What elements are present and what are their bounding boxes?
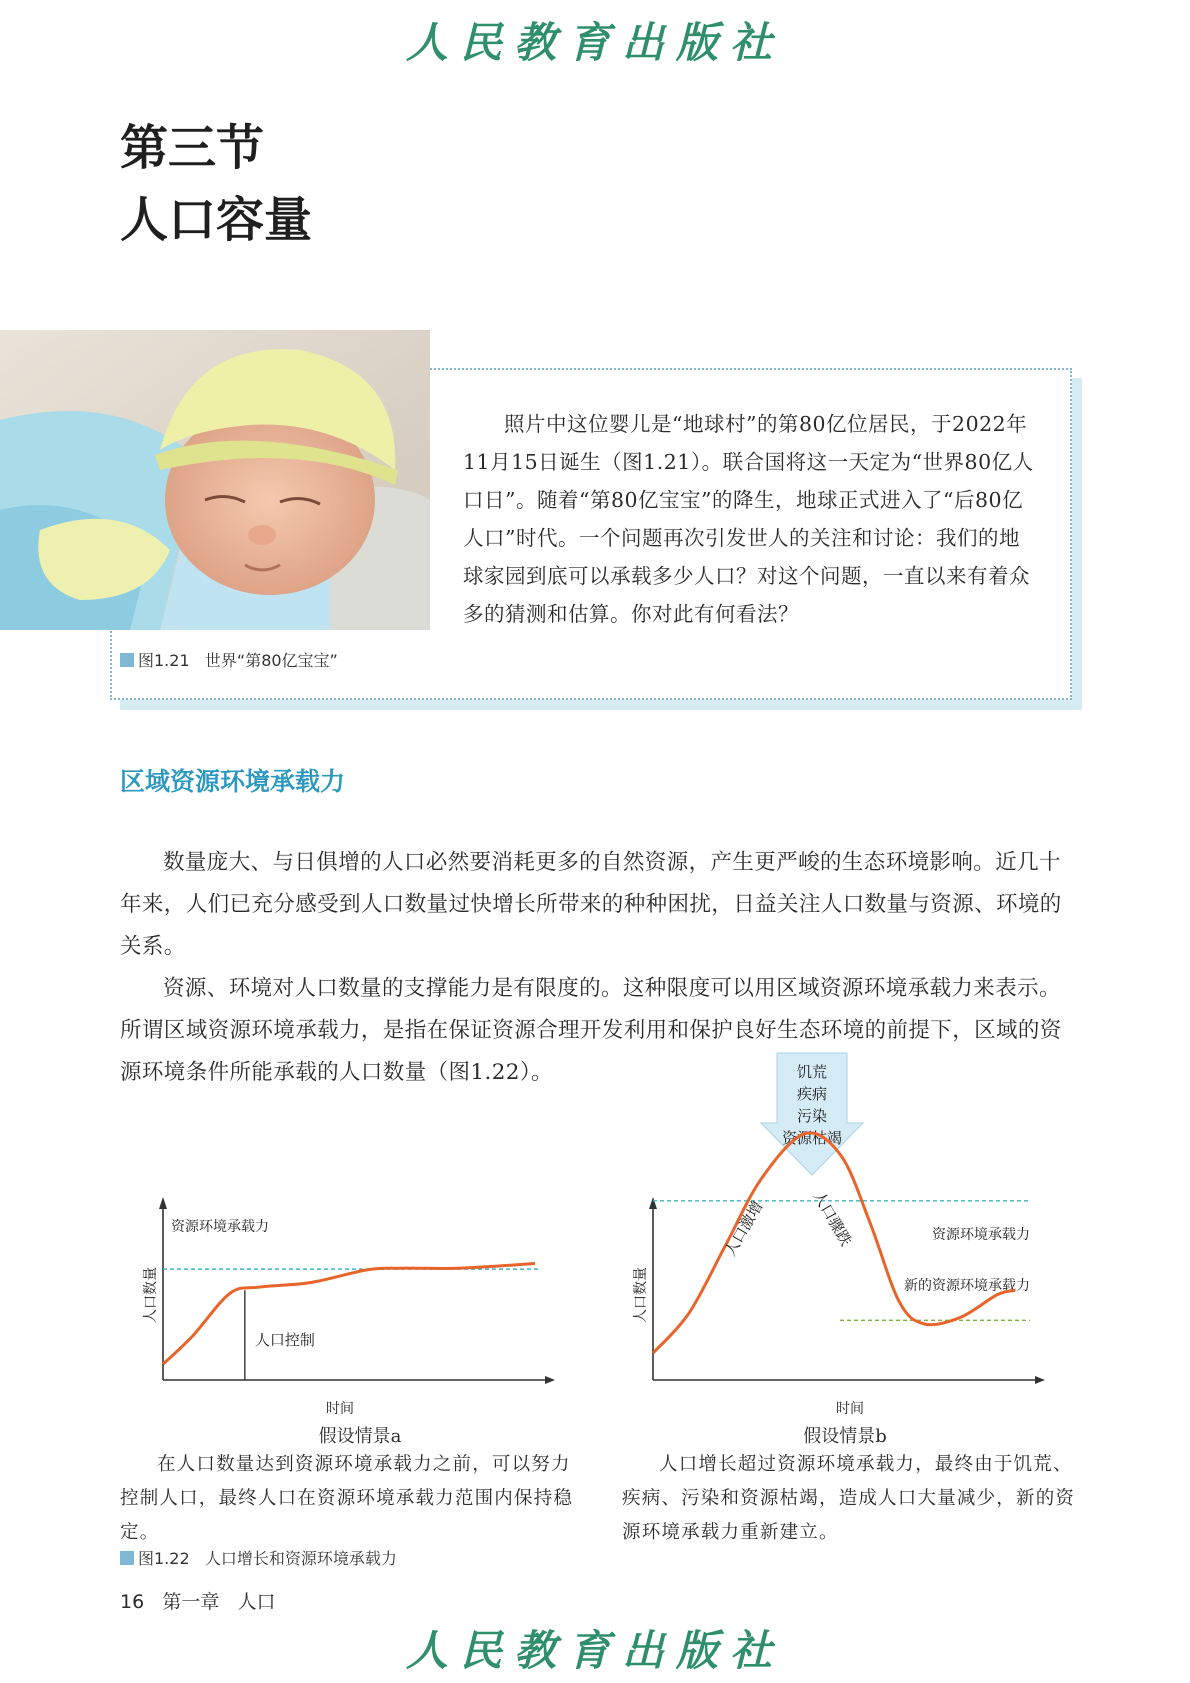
- chart-a-control-label: 人口控制: [254, 1331, 315, 1350]
- chart-b-caption: 假设情景b: [803, 1426, 887, 1447]
- chart-b-y-label: 人口数量: [633, 1267, 649, 1323]
- callout-disease: 疾病: [796, 1085, 828, 1103]
- page-number: 16: [120, 1591, 145, 1613]
- chapter-label: 第一章: [162, 1591, 220, 1613]
- chart-a-x-arrow: [545, 1376, 555, 1384]
- chart-a: [125, 1185, 565, 1420]
- section-number: 第三节: [120, 120, 265, 176]
- intro-text: 照片中这位婴儿是“地球村”的第80亿位居民，于2022年11月15日诞生（图1.21）。联合国将这一天定为“世界80亿人口日”。随着“第80亿宝宝”的降生，地球正式进入了“后80亿人口”时代。一个问题再次引发世人的关注和讨论：我们的地球家园到底可以承载多少人口？对这个问题，一直以来有着众多的猜测和估算。你对此有何看法？: [463, 412, 1034, 626]
- chart-a-description: 在人口数量达到资源环境承载力之前，可以努力控制人口，最终人口在资源环境承载力范围内保持稳定。: [120, 1454, 574, 1543]
- chart-b-new-capacity-label: 新的资源环境承载力: [904, 1278, 1030, 1294]
- callout-pollution: 污染: [796, 1107, 828, 1125]
- caption-marker: [120, 1551, 134, 1565]
- chapter-title: 人口: [237, 1591, 276, 1613]
- photo-caption-text: 世界“第80亿宝宝”: [204, 651, 338, 670]
- paragraph-2: 资源、环境对人口数量的支撑能力是有限度的。这种限度可以用区域资源环境承载力来表示。所谓区域资源环境承载力，是指在保证资源合理开发利用和保护良好生态环境的前提下，区域的资源环境条件所能承载的人口数量（图1.22）。: [120, 976, 1062, 1085]
- chart-b-description: 人口增长超过资源环境承载力，最终由于饥荒、疾病、污染和资源枯竭，造成人口大量减少，新的资源环境承载力重新建立。: [622, 1454, 1076, 1543]
- caption-marker: [120, 653, 134, 667]
- chart-a-population-curve: [163, 1263, 535, 1364]
- baby-photo: [0, 330, 430, 630]
- figure-caption-text: 人口增长和资源环境承载力: [204, 1549, 397, 1568]
- chart-b-capacity-label: 资源环境承载力: [932, 1227, 1030, 1243]
- paragraph-1: 数量庞大、与日俱增的人口必然要消耗更多的自然资源，产生更严峻的生态环境影响。近几十年来，人们已充分感受到人口数量过快增长所带来的种种困扰，日益关注人口数量与资源、环境的关系。: [120, 850, 1062, 959]
- chart-b-x-label: 时间: [836, 1401, 864, 1417]
- chart-b-plunge-label: 人口骤跌: [809, 1188, 856, 1249]
- page-footer: [120, 1587, 275, 1614]
- chart-b: [615, 1045, 1065, 1420]
- chart-b-surge-label: 人口激增: [720, 1198, 767, 1259]
- figure-caption-label: 图1.22: [138, 1549, 190, 1568]
- photo-caption: [120, 648, 338, 671]
- chart-a-x-label: 时间: [326, 1401, 354, 1417]
- section-title: [120, 112, 312, 256]
- chart-a-caption: 假设情景a: [318, 1426, 402, 1447]
- figure-caption: [120, 1546, 397, 1569]
- section-name: 人口容量: [120, 192, 313, 248]
- chart-a-y-arrow: [159, 1197, 167, 1209]
- callout-resource-depletion: 资源枯竭: [781, 1129, 843, 1147]
- callout-famine: 饥荒: [796, 1063, 828, 1081]
- subheading: 区域资源环境承载力: [120, 767, 346, 796]
- photo-caption-label: 图1.21: [138, 651, 190, 670]
- chart-b-y-arrow: [649, 1197, 657, 1209]
- publisher-footer: 人民教育出版社: [405, 1626, 784, 1675]
- chart-a-capacity-label: 资源环境承载力: [171, 1219, 269, 1235]
- chart-b-x-arrow: [1035, 1376, 1045, 1384]
- publisher-header: 人民教育出版社: [405, 18, 784, 67]
- chart-a-y-label: 人口数量: [143, 1267, 159, 1323]
